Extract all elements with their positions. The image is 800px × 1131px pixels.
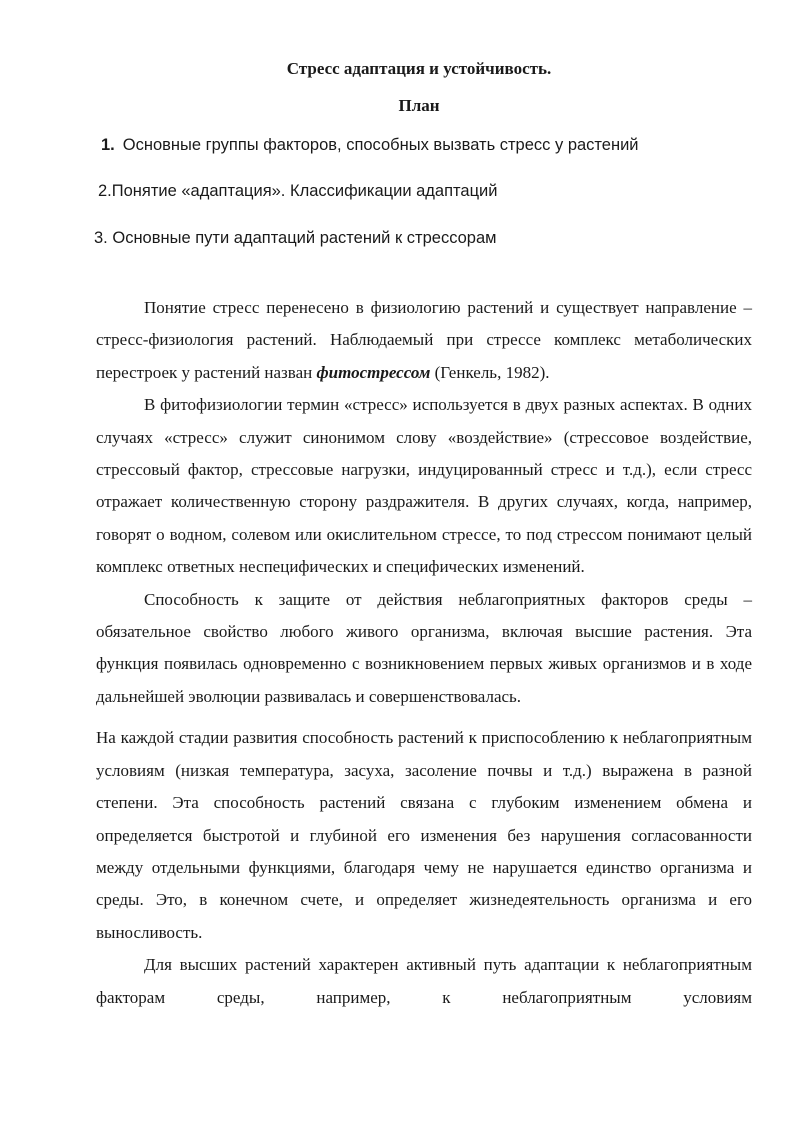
paragraph-1-text: Понятие стресс перенесено в физиологию растений и существует направление – стресс-физиология растений. Наблюдаемый при стрессе комплекс метаболических перестроек у растений назван bbox=[96, 298, 752, 382]
plan-item-2 bbox=[98, 181, 497, 201]
plan-item-text: Основные группы факторов, способных вызвать стресс у растений bbox=[122, 136, 639, 154]
paragraph-1-citation: (Генкель, 1982). bbox=[430, 362, 550, 382]
plan-heading: План bbox=[398, 96, 440, 115]
paragraph-1 bbox=[96, 292, 752, 389]
paragraph-5: Для высших растений характерен активный путь адаптации к неблагоприятным факторам среды, например, к неблагоприятным условиям bbox=[96, 955, 752, 1007]
document-body bbox=[96, 292, 752, 1014]
document-title: Стресс адаптация и устойчивость. bbox=[286, 59, 552, 78]
paragraph-2: В фитофизиологии термин «стресс» используется в двух разных аспектах. В одних случаях «стресс» служит синонимом слову «воздействие» (стрессовое воздействие, стрессовый фактор, стрессовые нагрузки, индуцированный стресс и т.д.), если стресс отражает количественную сторону раздражителя. В других случаях, когда, например, говорят о водном, солевом или окислительном стрессе, то под стрессом понимают целый комплекс ответных неспецифических и специфических изменений. bbox=[96, 395, 752, 577]
paragraph-4: На каждой стадии развития способность растений к приспособлению к неблагоприятным условиям (низкая температура, засуха, засоление почвы и т.д.) выражена в разной степени. Эта способность растений связана с глубоким изменением обмена и определяется быстротой и глубиной его изменения без нарушения согласованности между отдельными функциями, благодаря чему не нарушается единство организма и среды. Это, в конечном счете, и определяет жизнедеятельность организма и его выносливость. bbox=[96, 728, 752, 942]
paragraph-3: Способность к защите от действия неблагоприятных факторов среды – обязательное свойство любого живого организма, включая высшие растения. Эта функция появилась одновременно с возникновением первых живых организмов и в ходе дальнейшей эволюции развивалась и совершенствовалась. bbox=[96, 589, 752, 706]
plan-item-text: Основные пути адаптаций растений к стрессорам bbox=[112, 229, 497, 247]
plan-item-number: 1. bbox=[101, 136, 115, 154]
paragraph-1-term: фитострессом bbox=[316, 362, 431, 382]
plan-item-1 bbox=[101, 135, 639, 155]
plan-item-number: 3. bbox=[94, 229, 108, 247]
plan-item-number: 2. bbox=[98, 182, 112, 200]
plan-item-text: Понятие «адаптация». Классификации адаптаций bbox=[111, 182, 498, 200]
plan-item-3 bbox=[94, 228, 497, 248]
